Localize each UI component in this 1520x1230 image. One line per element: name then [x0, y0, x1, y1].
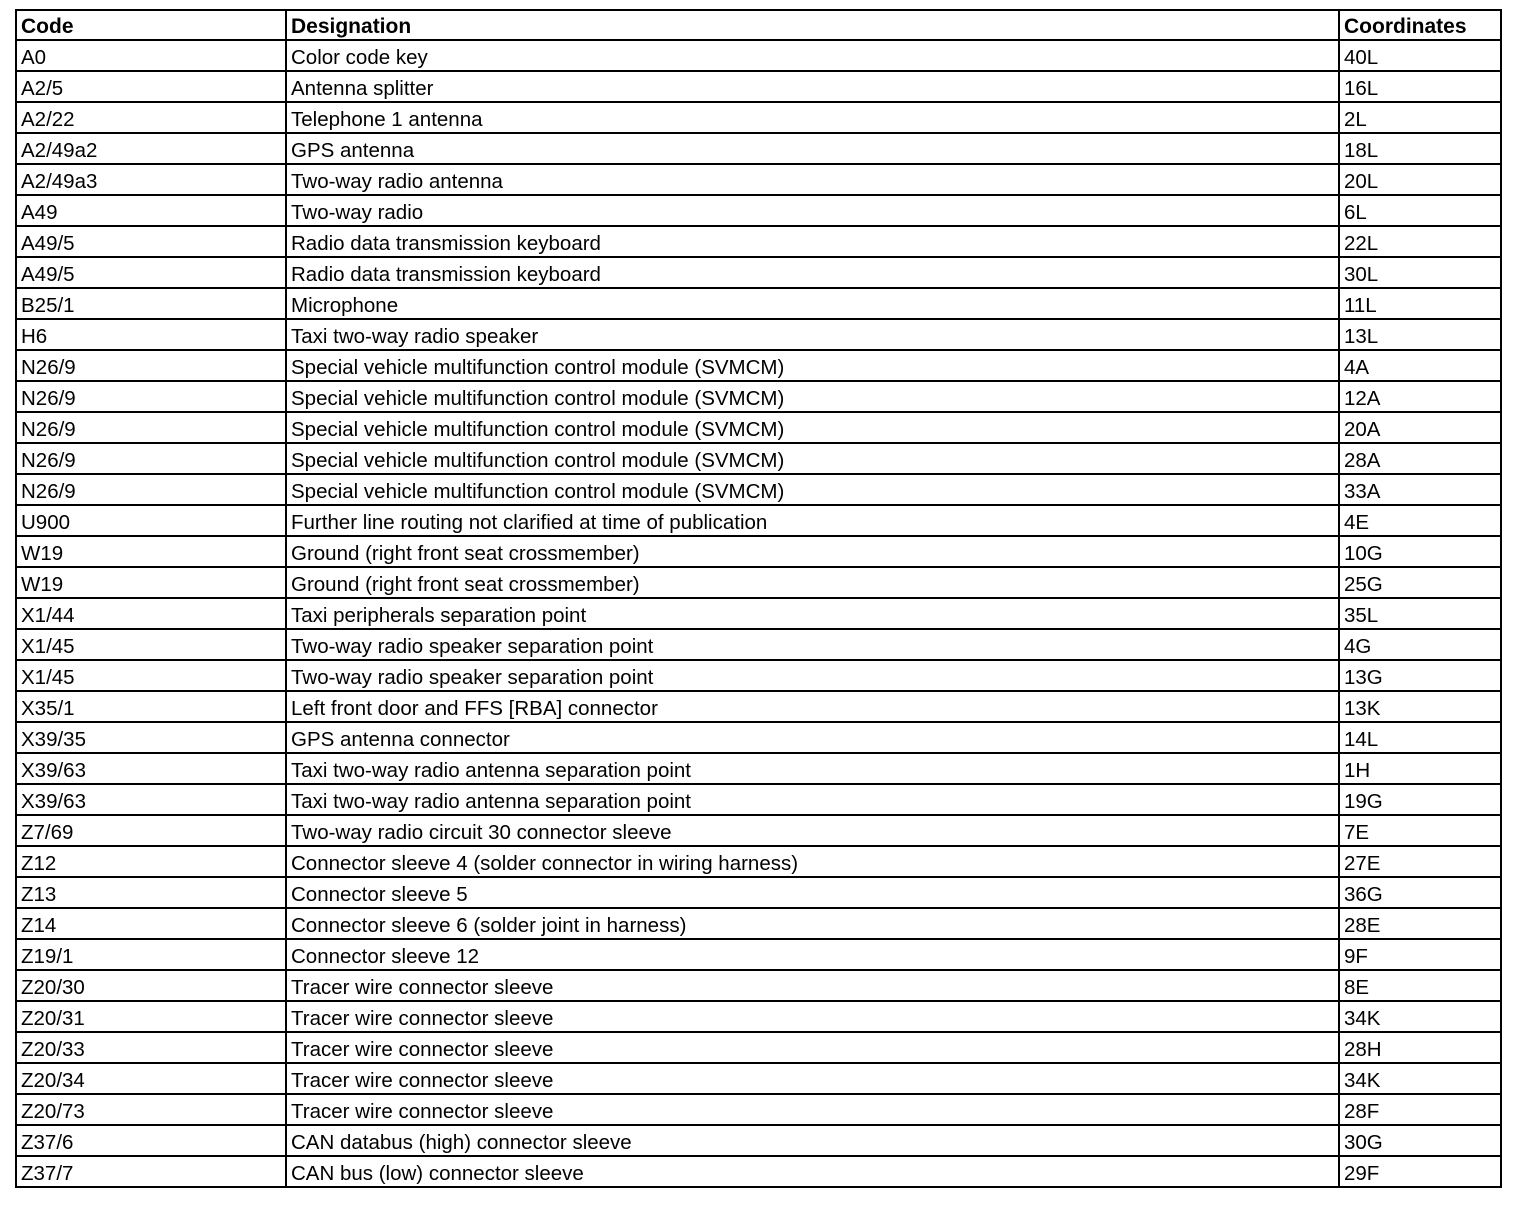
- cell-code: N26/9: [16, 350, 286, 381]
- table-row: [16, 288, 1501, 319]
- cell-code: X39/63: [16, 784, 286, 815]
- cell-coordinates: 25G: [1339, 567, 1501, 598]
- cell-coordinates: 30G: [1339, 1125, 1501, 1156]
- cell-designation: Taxi two-way radio antenna separation point: [286, 753, 1339, 784]
- cell-coordinates: 4E: [1339, 505, 1501, 536]
- table-row: [16, 1032, 1501, 1063]
- cell-designation: Tracer wire connector sleeve: [286, 1063, 1339, 1094]
- cell-designation: Special vehicle multifunction control module (SVMCM): [286, 412, 1339, 443]
- cell-code: Z20/30: [16, 970, 286, 1001]
- cell-coordinates: 7E: [1339, 815, 1501, 846]
- cell-code: Z37/6: [16, 1125, 286, 1156]
- cell-coordinates: 4G: [1339, 629, 1501, 660]
- cell-code: Z7/69: [16, 815, 286, 846]
- cell-code: A49/5: [16, 226, 286, 257]
- cell-coordinates: 35L: [1339, 598, 1501, 629]
- cell-code: Z14: [16, 908, 286, 939]
- table-row: [16, 505, 1501, 536]
- cell-coordinates: 27E: [1339, 846, 1501, 877]
- table-row: [16, 350, 1501, 381]
- cell-designation: Special vehicle multifunction control module (SVMCM): [286, 381, 1339, 412]
- cell-designation: Further line routing not clarified at time of publication: [286, 505, 1339, 536]
- cell-designation: Tracer wire connector sleeve: [286, 1032, 1339, 1063]
- cell-designation: Tracer wire connector sleeve: [286, 970, 1339, 1001]
- cell-designation: Special vehicle multifunction control module (SVMCM): [286, 474, 1339, 505]
- table-row: [16, 474, 1501, 505]
- table-row: [16, 226, 1501, 257]
- cell-designation: Two-way radio: [286, 195, 1339, 226]
- cell-designation: Connector sleeve 4 (solder connector in wiring harness): [286, 846, 1339, 877]
- header-code: Code: [16, 10, 286, 40]
- cell-code: A49/5: [16, 257, 286, 288]
- cell-code: N26/9: [16, 381, 286, 412]
- cell-coordinates: 28A: [1339, 443, 1501, 474]
- table-row: [16, 877, 1501, 908]
- table-row: [16, 102, 1501, 133]
- cell-coordinates: 36G: [1339, 877, 1501, 908]
- table-body: [16, 40, 1501, 1187]
- cell-coordinates: 16L: [1339, 71, 1501, 102]
- table-row: [16, 1094, 1501, 1125]
- cell-code: Z37/7: [16, 1156, 286, 1187]
- cell-code: X35/1: [16, 691, 286, 722]
- cell-coordinates: 6L: [1339, 195, 1501, 226]
- cell-code: A49: [16, 195, 286, 226]
- cell-designation: Ground (right front seat crossmember): [286, 567, 1339, 598]
- cell-designation: Special vehicle multifunction control module (SVMCM): [286, 443, 1339, 474]
- cell-code: X39/63: [16, 753, 286, 784]
- cell-code: A2/49a2: [16, 133, 286, 164]
- cell-coordinates: 33A: [1339, 474, 1501, 505]
- table-row: [16, 598, 1501, 629]
- table-row: [16, 660, 1501, 691]
- cell-code: A2/49a3: [16, 164, 286, 195]
- cell-coordinates: 28H: [1339, 1032, 1501, 1063]
- table-row: [16, 691, 1501, 722]
- cell-designation: CAN databus (high) connector sleeve: [286, 1125, 1339, 1156]
- table-row: [16, 381, 1501, 412]
- table-row: [16, 412, 1501, 443]
- cell-designation: Telephone 1 antenna: [286, 102, 1339, 133]
- cell-coordinates: 28E: [1339, 908, 1501, 939]
- table-header: [16, 10, 1501, 40]
- component-legend-table: [15, 9, 1502, 1188]
- cell-coordinates: 1H: [1339, 753, 1501, 784]
- cell-code: X1/44: [16, 598, 286, 629]
- cell-designation: Special vehicle multifunction control module (SVMCM): [286, 350, 1339, 381]
- cell-code: B25/1: [16, 288, 286, 319]
- cell-coordinates: 34K: [1339, 1001, 1501, 1032]
- cell-code: X39/35: [16, 722, 286, 753]
- cell-designation: Ground (right front seat crossmember): [286, 536, 1339, 567]
- cell-code: H6: [16, 319, 286, 350]
- cell-code: A2/22: [16, 102, 286, 133]
- table-row: [16, 846, 1501, 877]
- table-row: [16, 536, 1501, 567]
- cell-code: Z20/31: [16, 1001, 286, 1032]
- cell-designation: Radio data transmission keyboard: [286, 257, 1339, 288]
- cell-designation: Taxi two-way radio antenna separation point: [286, 784, 1339, 815]
- cell-designation: Two-way radio speaker separation point: [286, 629, 1339, 660]
- cell-designation: Connector sleeve 5: [286, 877, 1339, 908]
- cell-code: Z20/33: [16, 1032, 286, 1063]
- cell-coordinates: 2L: [1339, 102, 1501, 133]
- cell-designation: Tracer wire connector sleeve: [286, 1001, 1339, 1032]
- table-row: [16, 753, 1501, 784]
- cell-designation: Antenna splitter: [286, 71, 1339, 102]
- table-row: [16, 567, 1501, 598]
- table-row: [16, 629, 1501, 660]
- table-row: [16, 784, 1501, 815]
- table-row: [16, 1001, 1501, 1032]
- table-row: [16, 939, 1501, 970]
- cell-code: Z20/73: [16, 1094, 286, 1125]
- cell-designation: GPS antenna connector: [286, 722, 1339, 753]
- header-row: [16, 10, 1501, 40]
- cell-coordinates: 40L: [1339, 40, 1501, 71]
- cell-coordinates: 20A: [1339, 412, 1501, 443]
- cell-coordinates: 11L: [1339, 288, 1501, 319]
- table-row: [16, 1125, 1501, 1156]
- cell-designation: Left front door and FFS [RBA] connector: [286, 691, 1339, 722]
- table-row: [16, 257, 1501, 288]
- table-row: [16, 722, 1501, 753]
- cell-coordinates: 19G: [1339, 784, 1501, 815]
- cell-coordinates: 13K: [1339, 691, 1501, 722]
- cell-coordinates: 13G: [1339, 660, 1501, 691]
- cell-coordinates: 18L: [1339, 133, 1501, 164]
- cell-designation: Two-way radio circuit 30 connector sleeve: [286, 815, 1339, 846]
- cell-coordinates: 29F: [1339, 1156, 1501, 1187]
- table-row: [16, 133, 1501, 164]
- cell-code: Z20/34: [16, 1063, 286, 1094]
- cell-code: Z19/1: [16, 939, 286, 970]
- cell-coordinates: 8E: [1339, 970, 1501, 1001]
- cell-designation: Tracer wire connector sleeve: [286, 1094, 1339, 1125]
- cell-coordinates: 28F: [1339, 1094, 1501, 1125]
- cell-code: N26/9: [16, 474, 286, 505]
- cell-coordinates: 9F: [1339, 939, 1501, 970]
- cell-coordinates: 4A: [1339, 350, 1501, 381]
- cell-designation: CAN bus (low) connector sleeve: [286, 1156, 1339, 1187]
- cell-code: A0: [16, 40, 286, 71]
- cell-code: A2/5: [16, 71, 286, 102]
- cell-designation: Connector sleeve 6 (solder joint in harness): [286, 908, 1339, 939]
- cell-coordinates: 34K: [1339, 1063, 1501, 1094]
- header-coordinates: Coordinates: [1339, 10, 1501, 40]
- table-row: [16, 1156, 1501, 1187]
- cell-designation: Taxi peripherals separation point: [286, 598, 1339, 629]
- cell-designation: Two-way radio speaker separation point: [286, 660, 1339, 691]
- cell-designation: GPS antenna: [286, 133, 1339, 164]
- cell-code: X1/45: [16, 660, 286, 691]
- table-row: [16, 443, 1501, 474]
- table-row: [16, 164, 1501, 195]
- cell-designation: Taxi two-way radio speaker: [286, 319, 1339, 350]
- cell-designation: Two-way radio antenna: [286, 164, 1339, 195]
- cell-designation: Color code key: [286, 40, 1339, 71]
- cell-code: X1/45: [16, 629, 286, 660]
- table-row: [16, 1063, 1501, 1094]
- cell-code: W19: [16, 536, 286, 567]
- cell-coordinates: 10G: [1339, 536, 1501, 567]
- table-row: [16, 71, 1501, 102]
- header-designation: Designation: [286, 10, 1339, 40]
- cell-designation: Connector sleeve 12: [286, 939, 1339, 970]
- cell-code: U900: [16, 505, 286, 536]
- cell-coordinates: 22L: [1339, 226, 1501, 257]
- table-row: [16, 195, 1501, 226]
- table-row: [16, 40, 1501, 71]
- cell-code: N26/9: [16, 443, 286, 474]
- cell-coordinates: 30L: [1339, 257, 1501, 288]
- table-row: [16, 908, 1501, 939]
- cell-designation: Microphone: [286, 288, 1339, 319]
- cell-coordinates: 12A: [1339, 381, 1501, 412]
- table-row: [16, 815, 1501, 846]
- cell-coordinates: 13L: [1339, 319, 1501, 350]
- cell-code: Z12: [16, 846, 286, 877]
- cell-code: N26/9: [16, 412, 286, 443]
- table-row: [16, 970, 1501, 1001]
- cell-coordinates: 20L: [1339, 164, 1501, 195]
- cell-coordinates: 14L: [1339, 722, 1501, 753]
- table-row: [16, 319, 1501, 350]
- cell-designation: Radio data transmission keyboard: [286, 226, 1339, 257]
- cell-code: W19: [16, 567, 286, 598]
- cell-code: Z13: [16, 877, 286, 908]
